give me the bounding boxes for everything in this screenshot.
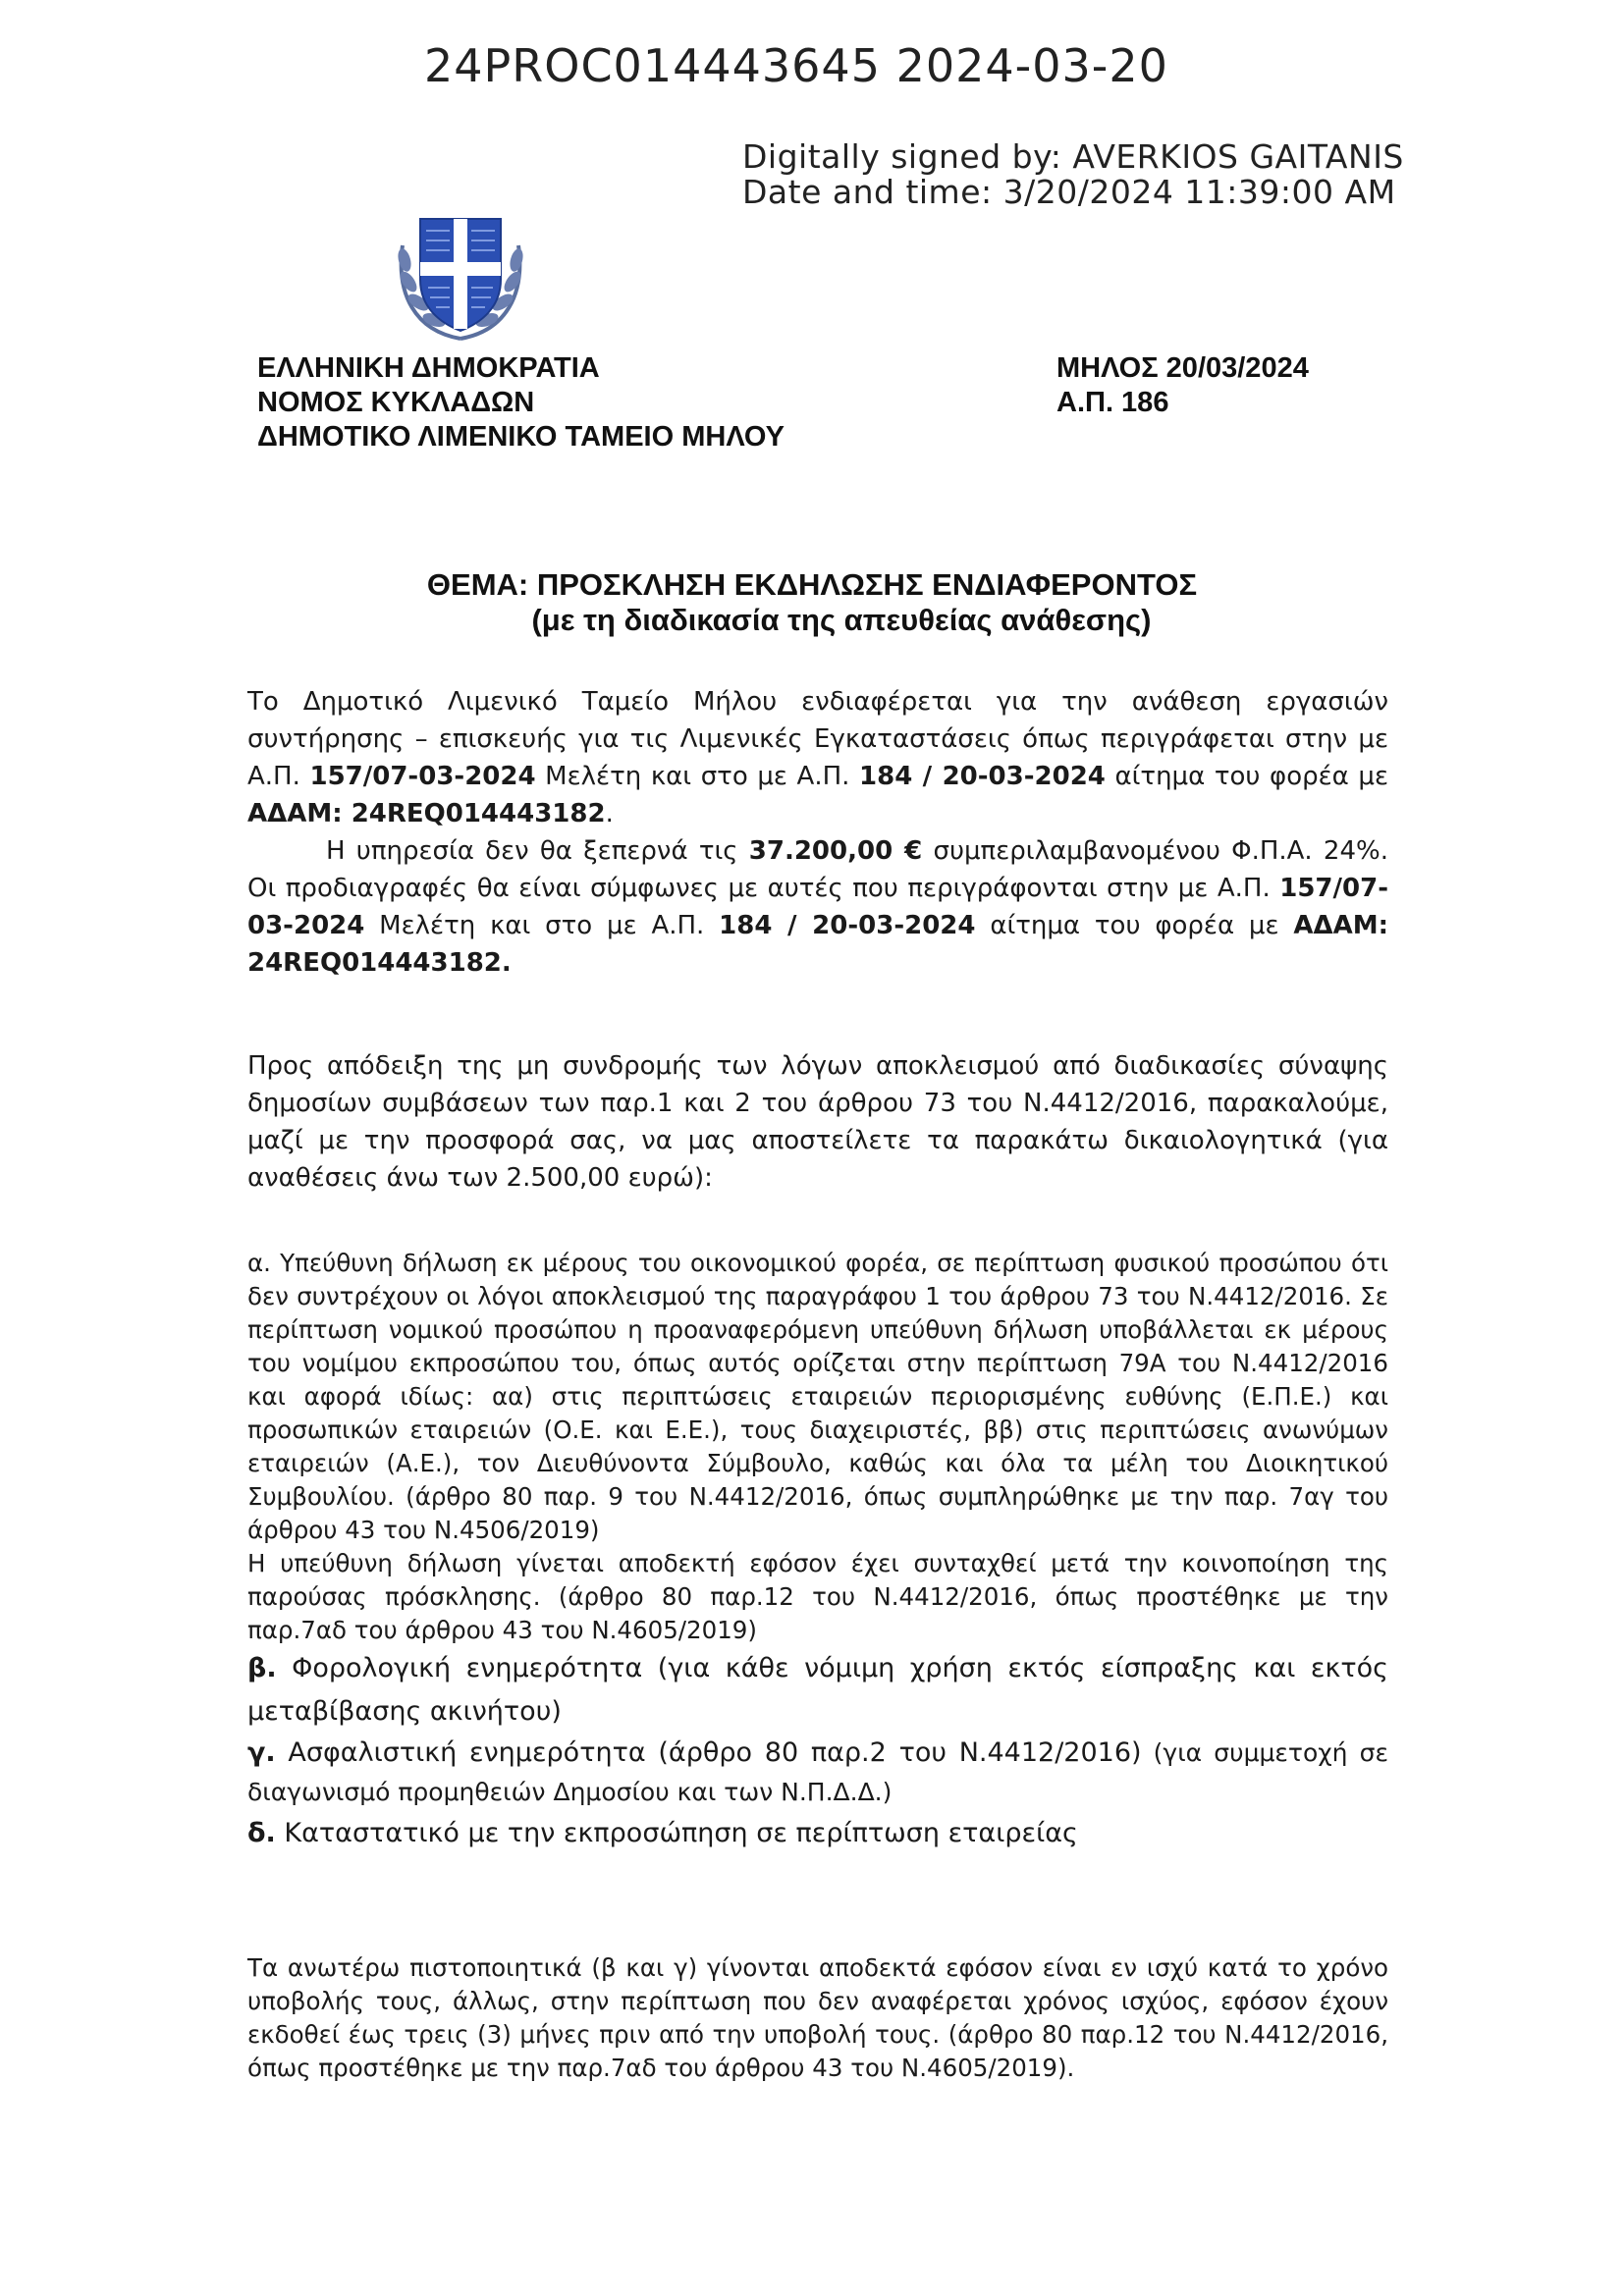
- digital-signature: [742, 139, 1404, 210]
- para1-text-3: αίτημα του φορέα με: [1105, 762, 1388, 791]
- protocol-number: Α.Π. 186: [1056, 387, 1169, 418]
- signature-datetime: Date and time: 3/20/2024 11:39:00 AM: [742, 173, 1396, 211]
- signed-by: Digitally signed by: AVERKIOS GAITANIS: [742, 137, 1404, 176]
- date-protocol-block: [1056, 351, 1309, 420]
- para2-text-4: αίτημα του φορέα με: [975, 911, 1294, 940]
- subject-title: ΘΕΜΑ: ΠΡΟΣΚΛΗΣΗ ΕΚΔΗΛΩΣΗΣ ΕΝΔΙΑΦΕΡΟΝΤΟΣ: [426, 567, 1198, 602]
- para2-request-ref: 184 / 20-03-2024: [719, 911, 976, 940]
- paragraph-3: [247, 1047, 1388, 1197]
- para1-study-ref: 157/07-03-2024: [309, 762, 536, 791]
- para1-request-ref: 184 / 20-03-2024: [859, 762, 1106, 791]
- para1-adam: ΑΔΑΜ: 24REQ014443182: [247, 799, 606, 828]
- para2-text-3: Μελέτη και στο με Α.Π.: [364, 911, 720, 940]
- issuer-line-3: ΔΗΜΟΤΙΚΟ ΛΙΜΕΝΙΚΟ ΤΑΜΕΙΟ ΜΗΛΟΥ: [257, 421, 785, 453]
- document-id: 24PROC014443645 2024-03-20: [424, 39, 1168, 92]
- item-b-label: β.: [247, 1653, 277, 1683]
- requirements-list: [247, 1247, 1388, 1855]
- place-date: ΜΗΛΟΣ 20/03/2024: [1056, 352, 1309, 384]
- issuer-line-2: ΝΟΜΟΣ ΚΥΚΛΑΔΩΝ: [257, 387, 535, 418]
- item-b-text: Φορολογική ενημερότητα (για κάθε νόμιμη χρήση εκτός είσπραξης και εκτός μεταβίβασης ακινήτου): [247, 1653, 1388, 1727]
- item-c: [247, 1734, 1388, 1812]
- item-d-label: δ.: [247, 1818, 276, 1848]
- item-a: α. Υπεύθυνη δήλωση εκ μέρους του οικονομικού φορέα, σε περίπτωση φυσικού προσώπου ότι δεν συντρέχουν οι λόγοι αποκλεισμού της παραγράφου 1 του άρθρου 73 του Ν.4412/2016. Σε περίπτωση νομικού προσώπου η προαναφερόμενη υπεύθυνη δήλωση υποβάλλεται εκ μέρους του νομίμου εκπροσώπου του, όπως αυτός ορίζεται στην περίπτωση 79Α του Ν.4412/2016 και αφορά ιδίως: αα) στις περιπτώσεις εταιρειών περιορισμένης ευθύνης (Ε.Π.Ε.) και προσωπικών εταιρειών (Ο.Ε. και Ε.Ε.), τους διαχειριστές, ββ) στις περιπτώσεις ανωνύμων εταιρειών (Α.Ε.), τον Διευθύνοντα Σύμβουλο, καθώς και όλα τα μέλη του Διοικητικού Συμβουλίου. (άρθρο 80 παρ. 9 του Ν.4412/2016, όπως συμπληρώθηκε με την παρ. 7αγ του άρθρου 43 του Ν.4506/2019): [247, 1249, 1388, 1544]
- issuer-block: [257, 351, 785, 454]
- issuer-line-1: ΕΛΛΗΝΙΚΗ ΔΗΜΟΚΡΑΤΙΑ: [257, 352, 600, 384]
- para2-amount: 37.200,00 €: [748, 836, 923, 866]
- para2-study-ref: 157/07-03-2024: [247, 874, 1388, 940]
- para2-text-1: Η υπηρεσία δεν θα ξεπερνά τις: [326, 836, 749, 866]
- subject-subtitle: (με τη διαδικασία της απευθείας ανάθεσης): [531, 603, 1152, 637]
- final-paragraph: [247, 1951, 1388, 2085]
- final-paragraph-text: Τα ανωτέρω πιστοποιητικά (β και γ) γίνονται αποδεκτά εφόσον είναι εν ισχύ κατά το χρόνο υποβολής τους, άλλως, στην περίπτωση που δεν αναφέρεται χρόνος ισχύος, εφόσον έχουν εκδοθεί έως τρεις (3) μήνες πριν από την υποβολή τους. (άρθρο 80 παρ.12 του Ν.4412/2016, όπως προστέθηκε με την παρ.7αδ του άρθρου 43 του Ν.4605/2019).: [247, 1953, 1388, 2082]
- para3-text: Προς απόδειξη της μη συνδρομής των λόγων αποκλεισμού από διαδικασίες σύναψης δημοσίων συμβάσεων των παρ.1 και 2 του άρθρου 73 του Ν.4412/2016, παρακαλούμε, μαζί με την προσφορά σας, να μας αποστείλετε τα παρακάτω δικαιολογητικά (για αναθέσεις άνω των 2.500,00 ευρώ):: [247, 1051, 1388, 1193]
- item-a-note: Η υπεύθυνη δήλωση γίνεται αποδεκτή εφόσον έχει συνταχθεί μετά την κοινοποίηση της παρούσας πρόσκλησης. (άρθρο 80 παρ.12 του Ν.4412/2016, όπως προστέθηκε με την παρ.7αδ του άρθρου 43 του Ν.4605/2019): [247, 1549, 1388, 1644]
- item-c-main: Ασφαλιστική ενημερότητα (άρθρο 80 παρ.2 του Ν.4412/2016): [275, 1737, 1142, 1768]
- item-d: [247, 1812, 1388, 1855]
- item-b: [247, 1647, 1388, 1734]
- paragraph-1: [247, 683, 1388, 982]
- item-c-extra: (για συμμετοχή σε διαγωνισμό προμηθειών Δημοσίου και των Ν.Π.Δ.Δ.): [247, 1738, 1388, 1806]
- para1-text-2: Μελέτη και στο με Α.Π.: [535, 762, 860, 791]
- item-c-label: γ.: [247, 1737, 276, 1768]
- para1-text-4: .: [605, 799, 614, 828]
- item-d-text: Καταστατικό με την εκπροσώπηση σε περίπτωση εταιρείας: [275, 1818, 1078, 1848]
- para2-text-2: συμπεριλαμβανομένου Φ.Π.Α. 24%. Οι προδιαγραφές θα είναι σύμφωνες με αυτές που περιγράφονται στην με Α.Π.: [247, 836, 1388, 903]
- para2-adam: ΑΔΑΜ: 24REQ014443182.: [247, 911, 1388, 978]
- para1-text-1: Το Δημοτικό Λιμενικό Ταμείο Μήλου ενδιαφέρεται για την ανάθεση εργασιών συντήρησης – επισκευής για τις Λιμενικές Εγκαταστάσεις όπως περιγράφεται στην με Α.Π.: [247, 687, 1388, 791]
- coat-of-arms-icon: [391, 201, 530, 345]
